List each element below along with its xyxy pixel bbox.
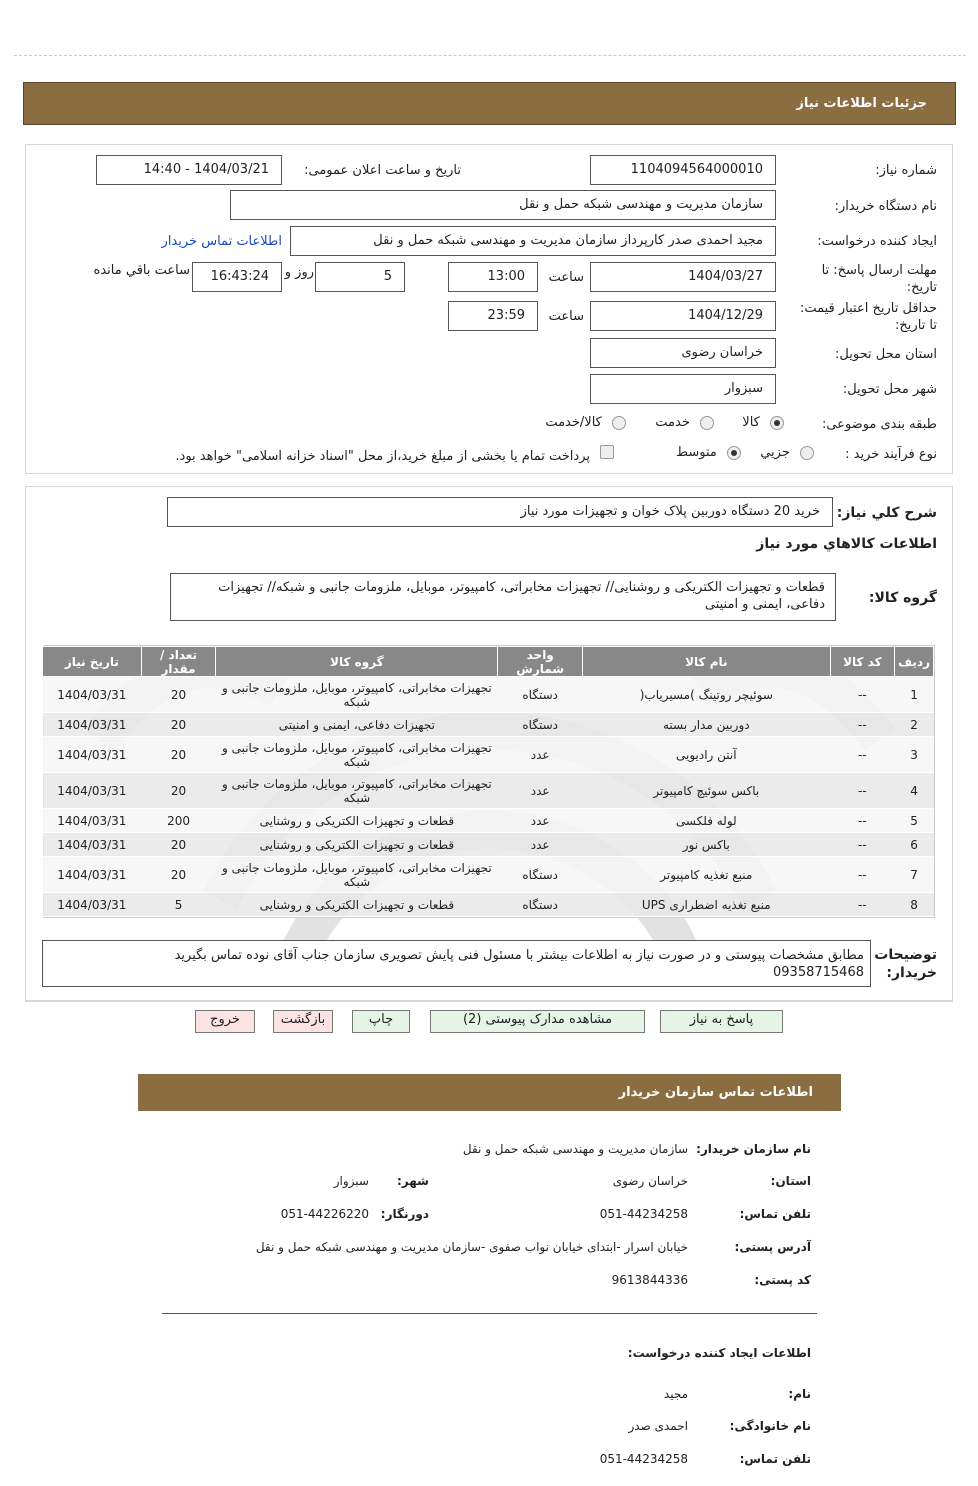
- table-cell: تجهیزات مخابراتی، کامپیوتر، موبایل، ملزومات جانبی و شبکه: [216, 677, 498, 713]
- table-cell: 20: [141, 857, 216, 893]
- table-cell: عدد: [498, 773, 583, 809]
- page-title: جزئیات اطلاعات نیاز: [796, 96, 927, 111]
- deadline-hour-label: ساعت: [548, 270, 584, 285]
- col-header: گروه کالا: [216, 647, 498, 677]
- days-field: 5: [315, 262, 405, 292]
- validity-label-2: تا تاریخ:: [895, 318, 937, 333]
- province-field: خراسان رضوی: [590, 338, 776, 368]
- table-row: [43, 737, 934, 773]
- attachments-button[interactable]: مشاهده مدارک پیوستی (2): [430, 1010, 645, 1033]
- table-cell: --: [830, 773, 895, 809]
- table-cell: 20: [141, 737, 216, 773]
- items-table-wrap: [43, 645, 935, 918]
- creator-phone-value: 051-44234258: [599, 1452, 688, 1466]
- remaining-label: ساعت باقي مانده: [93, 263, 190, 278]
- creator-family-label: نام خانوادگی:: [729, 1419, 811, 1433]
- table-cell: --: [830, 713, 895, 737]
- items-section-title: اطلاعات كالاهاي مورد نياز: [756, 536, 937, 552]
- validity-hour-label: ساعت: [548, 309, 584, 324]
- table-row: [43, 809, 934, 833]
- table-cell: عدد: [498, 809, 583, 833]
- table-cell: دوربین مدار بسته: [583, 713, 831, 737]
- page-header: [23, 82, 956, 125]
- address-label: آدرس پستی:: [734, 1240, 811, 1254]
- deadline-label-2: تاریخ:: [906, 280, 937, 295]
- table-cell: --: [830, 677, 895, 713]
- table-cell: تجهیزات مخابراتی، کامپیوتر، موبایل، ملزومات جانبی و شبکه: [216, 857, 498, 893]
- table-cell: 2: [895, 713, 934, 737]
- deadline-date-field: 1404/03/27: [590, 262, 776, 292]
- table-cell: 5: [895, 809, 934, 833]
- table-cell: آنتن رادیویی: [583, 737, 831, 773]
- radio-icon[interactable]: [800, 446, 814, 460]
- radio-icon[interactable]: [700, 416, 714, 430]
- radio-selected-icon[interactable]: [727, 446, 741, 460]
- table-cell: --: [830, 737, 895, 773]
- creator-info-title: اطلاعات ایجاد کننده درخواست:: [627, 1346, 811, 1360]
- goods-group-label: گروه کالا:: [868, 590, 937, 606]
- city-field: سبزوار: [590, 374, 776, 404]
- payment-note: پرداخت تمام یا بخشی از مبلغ خرید،از محل "اسناد خزانه اسلامی" خواهد بود.: [175, 449, 590, 464]
- table-cell: 6: [895, 833, 934, 857]
- contact-section-title: اطلاعات تماس سازمان خریدار: [618, 1085, 813, 1100]
- table-cell: 1404/03/31: [43, 773, 142, 809]
- contact-province-value: خراسان رضوی: [612, 1174, 688, 1188]
- table-cell: 1404/03/31: [43, 893, 142, 917]
- contact-phone-label: تلفن تماس:: [739, 1207, 811, 1221]
- need-number-label: شماره نیاز:: [875, 163, 937, 178]
- table-cell: 8: [895, 893, 934, 917]
- table-cell: --: [830, 833, 895, 857]
- city-label: شهر محل تحویل:: [842, 382, 937, 397]
- table-cell: دستگاه: [498, 677, 583, 713]
- table-cell: دستگاه: [498, 857, 583, 893]
- table-cell: باکس نور: [583, 833, 831, 857]
- contact-fax-value: 051-44226220: [280, 1207, 369, 1221]
- table-row: [43, 893, 934, 917]
- notes-field: مطابق مشخصات پیوستی و در صورت نیاز به اطلاعات بیشتر با مسئول فنی پایش تصویری سازمان جناب آقای نوده تماس بگیرید 09358715468: [42, 940, 871, 987]
- need-number-field: 1104094564000010: [590, 155, 776, 185]
- panel-bottom-mask: [25, 1001, 953, 1010]
- table-cell: باکس سوئیچ کامپیوتر: [583, 773, 831, 809]
- buyer-contact-link[interactable]: اطلاعات تماس خریدار: [161, 234, 282, 249]
- goods-group-field: قطعات و تجهیزات الکتریکی و روشنایی// تجهیزات مخابراتی، کامپیوتر، موبایل، ملزومات جانبی و شبکه// تجهیزات دفاعی، ایمنی و امنیتی: [170, 573, 836, 621]
- table-cell: 3: [895, 737, 934, 773]
- table-cell: 20: [141, 713, 216, 737]
- table-cell: قطعات و تجهیزات الکتریکی و روشنایی: [216, 893, 498, 917]
- table-row: [43, 773, 934, 809]
- table-cell: تجهیزات مخابراتی، کامپیوتر، موبایل، ملزومات جانبی و شبکه: [216, 737, 498, 773]
- creator-phone-label: تلفن تماس:: [739, 1452, 811, 1466]
- category-option-goods[interactable]: کالا: [742, 415, 784, 430]
- table-cell: 1404/03/31: [43, 737, 142, 773]
- radio-icon[interactable]: [612, 416, 626, 430]
- table-cell: منبع تغذیه اضطراری UPS: [583, 893, 831, 917]
- table-cell: --: [830, 809, 895, 833]
- category-option-service[interactable]: خدمت: [655, 415, 714, 430]
- creator-name-value: مجید: [663, 1387, 688, 1401]
- table-row: [43, 833, 934, 857]
- description-label: شرح كلي نياز:: [836, 505, 937, 521]
- table-cell: 1404/03/31: [43, 809, 142, 833]
- exit-button[interactable]: خروج: [195, 1010, 255, 1033]
- notes-label-2: خریدار:: [886, 965, 937, 981]
- table-cell: 1404/03/31: [43, 677, 142, 713]
- radio-selected-icon[interactable]: [770, 416, 784, 430]
- validity-time-field: 23:59: [448, 301, 538, 331]
- creator-label: ایجاد کننده درخواست:: [817, 234, 937, 249]
- province-label: استان محل تحویل:: [835, 347, 937, 362]
- creator-name-label: نام:: [788, 1387, 811, 1401]
- table-cell: 20: [141, 677, 216, 713]
- deadline-time-field: 13:00: [448, 262, 538, 292]
- postal-label: کد پستی:: [754, 1273, 811, 1287]
- col-header: واحد شمارش: [498, 647, 583, 677]
- contact-fax-label: دورنگار:: [380, 1207, 429, 1221]
- top-divider: [14, 55, 966, 56]
- remaining-time-field: 16:43:24: [192, 262, 282, 292]
- print-button[interactable]: چاپ: [352, 1010, 410, 1033]
- postal-value: 9613844336: [611, 1273, 688, 1287]
- address-value: خیابان اسرار -ابتدای خیابان نواب صفوی -سازمان مدیریت و مهندسی شبکه حمل و نقل: [255, 1240, 688, 1254]
- table-cell: منبع تغذیه کامپیوتر: [583, 857, 831, 893]
- process-option-partial[interactable]: جزيي: [760, 445, 814, 460]
- table-cell: عدد: [498, 737, 583, 773]
- contact-phone-value: 051-44234258: [599, 1207, 688, 1221]
- notes-label: توضیحات: [874, 947, 937, 963]
- table-cell: 200: [141, 809, 216, 833]
- contact-section-header: [138, 1074, 841, 1111]
- table-cell: --: [830, 893, 895, 917]
- treasury-checkbox[interactable]: [600, 445, 614, 459]
- table-cell: قطعات و تجهیزات الکتریکی و روشنایی: [216, 809, 498, 833]
- deadline-label: مهلت ارسال پاسخ: تا: [821, 263, 937, 278]
- table-cell: --: [830, 857, 895, 893]
- table-cell: تجهیزات مخابراتی، کامپیوتر، موبایل، ملزومات جانبی و شبکه: [216, 773, 498, 809]
- announce-label: تاریخ و ساعت اعلان عمومی:: [304, 163, 461, 178]
- contact-divider: [162, 1313, 817, 1314]
- creator-field: مجید احمدی صدر کارپرداز سازمان مدیریت و مهندسی شبکه حمل و نقل: [290, 226, 776, 256]
- org-value: سازمان مدیریت و مهندسی شبکه حمل و نقل: [462, 1142, 688, 1156]
- table-row: [43, 713, 934, 737]
- process-label: نوع فرآیند خرید :: [845, 447, 937, 462]
- contact-province-label: استان:: [770, 1174, 811, 1188]
- table-cell: 1404/03/31: [43, 833, 142, 857]
- col-header: تعداد / مقدار: [141, 647, 216, 677]
- description-field: خرید 20 دستگاه دوربین پلاک خوان و تجهیزات مورد نیاز: [167, 497, 833, 527]
- org-label: نام سازمان خریدار:: [696, 1142, 811, 1156]
- table-cell: قطعات و تجهیزات الکتریکی و روشنایی: [216, 833, 498, 857]
- table-cell: سوئیچر روتینگ )مسیریاب(: [583, 677, 831, 713]
- category-option-both[interactable]: کالا/خدمت: [545, 415, 626, 430]
- table-cell: 20: [141, 833, 216, 857]
- validity-date-field: 1404/12/29: [590, 301, 776, 331]
- buyer-label: نام دستگاه خریدار:: [834, 199, 937, 214]
- table-cell: عدد: [498, 833, 583, 857]
- days-label: روز و: [284, 265, 314, 280]
- col-header: کد کالا: [830, 647, 895, 677]
- col-header: تاریخ نیاز: [43, 647, 142, 677]
- panel-bottom-border: [25, 1001, 953, 1002]
- items-table: [42, 646, 934, 917]
- col-header: ردیف: [895, 647, 934, 677]
- table-cell: 20: [141, 773, 216, 809]
- table-row: [43, 677, 934, 713]
- table-cell: 5: [141, 893, 216, 917]
- contact-city-label: شهر:: [397, 1174, 429, 1188]
- table-cell: 1404/03/31: [43, 713, 142, 737]
- col-header: نام کالا: [583, 647, 831, 677]
- table-cell: 1: [895, 677, 934, 713]
- category-label: طبقه بندی موضوعی:: [821, 417, 937, 432]
- table-cell: دستگاه: [498, 713, 583, 737]
- creator-family-value: احمدی صدر: [628, 1419, 688, 1433]
- table-cell: 1404/03/31: [43, 857, 142, 893]
- table-cell: 4: [895, 773, 934, 809]
- process-option-medium[interactable]: متوسط: [676, 445, 741, 460]
- buyer-field: سازمان مدیریت و مهندسی شبکه حمل و نقل: [230, 190, 776, 220]
- validity-label: حداقل تاریخ اعتبار قیمت:: [799, 301, 937, 316]
- reply-button[interactable]: پاسخ به نیاز: [660, 1010, 783, 1033]
- table-cell: تجهیزات دفاعی، ایمنی و امنیتی: [216, 713, 498, 737]
- table-cell: دستگاه: [498, 893, 583, 917]
- back-button[interactable]: بازگشت: [273, 1010, 333, 1033]
- table-row: [43, 857, 934, 893]
- table-cell: 7: [895, 857, 934, 893]
- table-cell: لوله فلکسی: [583, 809, 831, 833]
- announce-field: 1404/03/21 - 14:40: [96, 155, 282, 185]
- table-header-row: [43, 647, 934, 677]
- contact-city-value: سبزوار: [333, 1174, 369, 1188]
